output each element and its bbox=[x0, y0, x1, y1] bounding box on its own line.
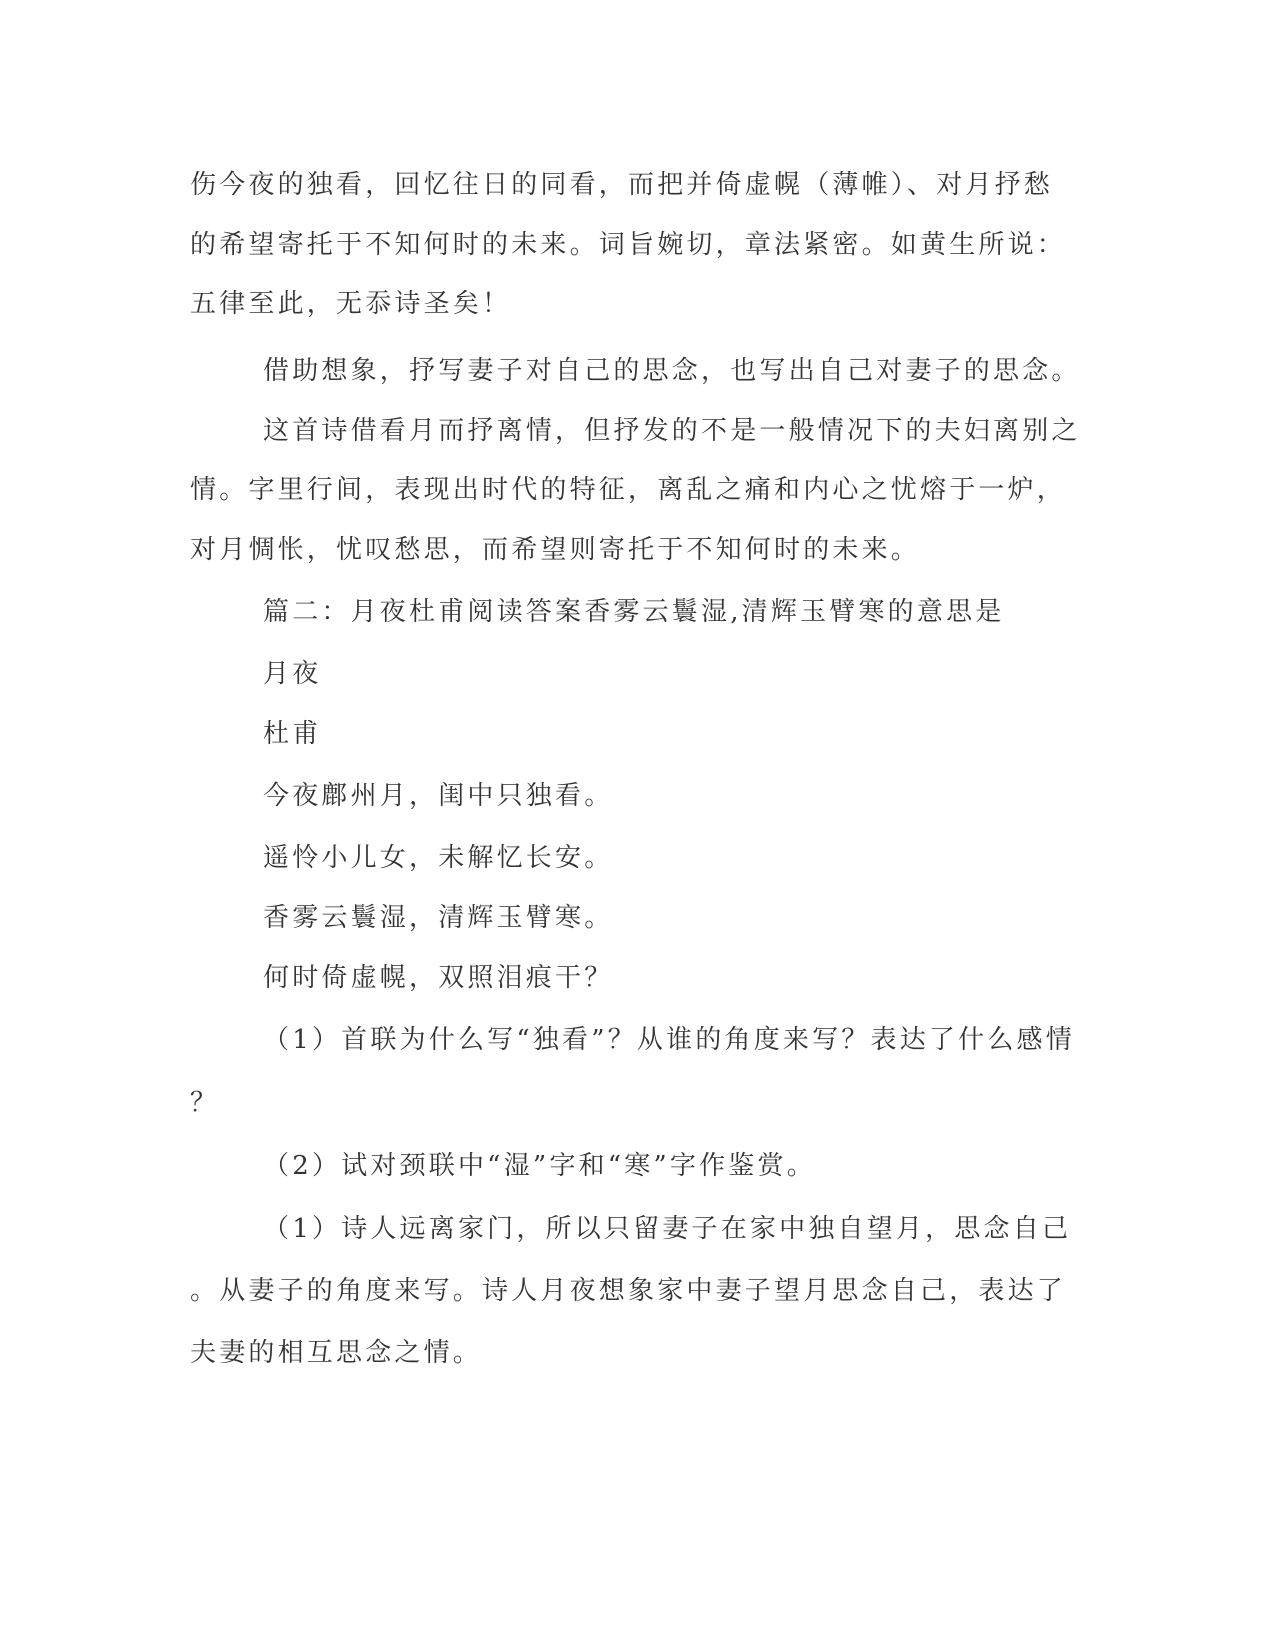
answer-line: （1）诗人远离家门，所以只留妻子在家中独自望月，思念自己 bbox=[263, 1214, 1072, 1244]
poem-line: 遥怜小儿女，未解忆长安。 bbox=[263, 843, 614, 873]
text-line: 情。字里行间，表现出时代的特征，离乱之痛和内心之忧熔于一炉， bbox=[190, 475, 1067, 505]
question-line: （1）首联为什么写“独看”？从谁的角度来写？表达了什么感情 bbox=[263, 1025, 1075, 1055]
answer-line: 。从妻子的角度来写。诗人月夜想象家中妻子望月思念自己，表达了 bbox=[190, 1276, 1067, 1306]
poem-line: 香雾云鬟湿，清辉玉臂寒。 bbox=[263, 903, 614, 933]
text-line: 的希望寄托于不知何时的未来。词旨婉切，章法紧密。如黄生所说： bbox=[190, 230, 1067, 260]
text-line: 对月惆怅，忧叹愁思，而希望则寄托于不知何时的未来。 bbox=[190, 535, 921, 565]
question-line: ？ bbox=[190, 1088, 220, 1118]
text-line: 伤今夜的独看，回忆往日的同看，而把并倚虚幌（薄帷）、对月抒愁 bbox=[190, 170, 1054, 200]
text-line: 借助想象，抒写妻子对自己的思念，也写出自己对妻子的思念。 bbox=[263, 356, 1081, 386]
poem-title: 月夜 bbox=[263, 659, 322, 689]
section-heading: 篇二：月夜杜甫阅读答案香雾云鬟湿,清辉玉臂寒的意思是 bbox=[263, 597, 1005, 627]
question-line: （2）试对颈联中“湿”字和“寒”字作鉴赏。 bbox=[263, 1151, 816, 1181]
poem-line: 何时倚虚幌，双照泪痕干？ bbox=[263, 963, 614, 993]
poem-author: 杜甫 bbox=[263, 719, 322, 749]
text-line: 五律至此，无忝诗圣矣！ bbox=[190, 289, 512, 319]
text-line: 这首诗借看月而抒离情，但抒发的不是一般情况下的夫妇离别之 bbox=[263, 416, 1081, 446]
answer-line: 夫妻的相互思念之情。 bbox=[190, 1338, 483, 1368]
poem-line: 今夜鄜州月，闺中只独看。 bbox=[263, 781, 614, 811]
